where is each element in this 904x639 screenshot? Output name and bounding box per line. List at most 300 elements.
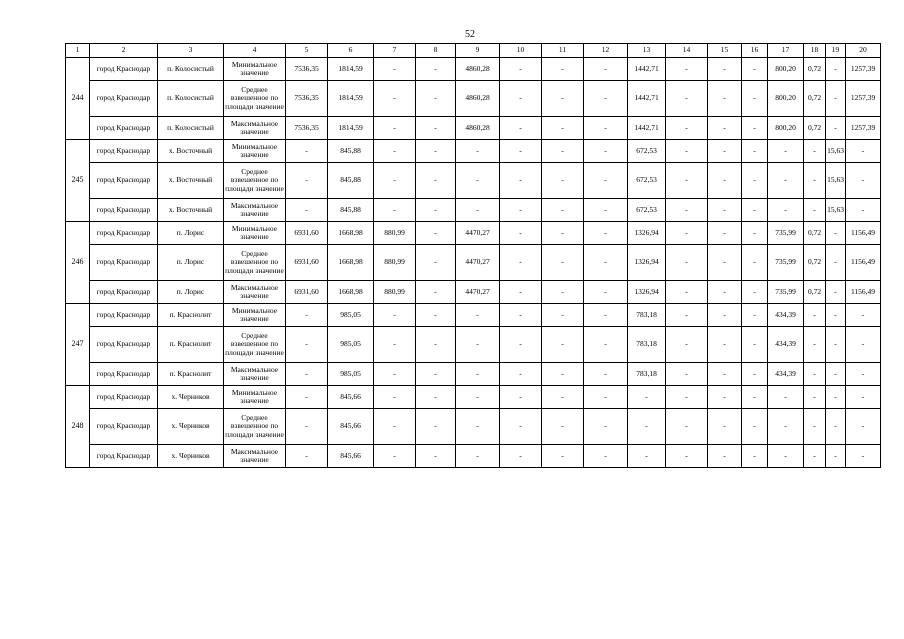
table-cell-col-6: 1814,59 [328, 81, 374, 117]
table-cell-col-11: - [542, 386, 584, 409]
table-cell-col-10: - [500, 117, 542, 140]
table-cell-col-11: - [542, 327, 584, 363]
table-cell-col-13: 672,53 [628, 140, 666, 163]
table-cell-col-8: - [416, 81, 456, 117]
table-cell-col-5: 6931,60 [286, 245, 328, 281]
table-cell-col-3: х. Восточный [158, 199, 224, 222]
table-cell-col-16: - [742, 140, 768, 163]
table-cell-col-3: х. Черников [158, 409, 224, 445]
table-cell-col-6: 1814,59 [328, 58, 374, 81]
page-number: 52 [465, 29, 475, 40]
table-cell-col-11: - [542, 245, 584, 281]
record-number-cell: 248 [66, 386, 90, 468]
table-cell-col-10: - [500, 163, 542, 199]
table-cell-col-2: город Краснодар [90, 245, 158, 281]
table-cell-col-8: - [416, 386, 456, 409]
table-cell-col-6: 985,05 [328, 304, 374, 327]
table-cell-col-16: - [742, 386, 768, 409]
table-row [66, 117, 881, 140]
table-cell-col-10: - [500, 222, 542, 245]
table-cell-col-10: - [500, 409, 542, 445]
table-cell-col-5: 7536,35 [286, 81, 328, 117]
table-cell-col-6: 985,05 [328, 363, 374, 386]
table-cell-col-20: - [846, 445, 881, 468]
table-cell-col-13: 1442,71 [628, 81, 666, 117]
table-cell-col-18: - [804, 409, 826, 445]
table-body [66, 58, 881, 468]
table-cell-col-5: 7536,35 [286, 58, 328, 81]
table-cell-col-18: 0,72 [804, 58, 826, 81]
column-header-8: 8 [416, 44, 456, 58]
table-cell-col-15: - [708, 81, 742, 117]
table-cell-col-16: - [742, 58, 768, 81]
table-cell-col-20: - [846, 409, 881, 445]
column-header-3: 3 [158, 44, 224, 58]
table-cell-col-18: 0,72 [804, 117, 826, 140]
table-cell-col-6: 845,88 [328, 199, 374, 222]
table-cell-col-16: - [742, 363, 768, 386]
column-header-19: 19 [826, 44, 846, 58]
table-cell-col-9: 4860,28 [456, 58, 500, 81]
table-cell-col-19: - [826, 386, 846, 409]
table-cell-col-10: - [500, 281, 542, 304]
table-cell-col-10: - [500, 81, 542, 117]
table-cell-col-6: 1668,98 [328, 245, 374, 281]
table-cell-col-7: - [374, 81, 416, 117]
table-cell-col-14: - [666, 58, 708, 81]
table-cell-col-9: 4470,27 [456, 245, 500, 281]
table-cell-col-19: - [826, 304, 846, 327]
table-cell-col-10: - [500, 327, 542, 363]
table-cell-col-16: - [742, 281, 768, 304]
table-cell-col-18: 0,72 [804, 245, 826, 281]
table-cell-col-4: Минимальное значение [224, 222, 286, 245]
table-cell-col-18: - [804, 304, 826, 327]
table-cell-col-20: 1257,39 [846, 117, 881, 140]
table-cell-col-5: - [286, 163, 328, 199]
table-cell-col-8: - [416, 327, 456, 363]
table-row [66, 58, 881, 81]
table-cell-col-20: 1156,49 [846, 222, 881, 245]
table-row [66, 163, 881, 199]
table-cell-col-17: - [768, 409, 804, 445]
table-cell-col-14: - [666, 245, 708, 281]
column-header-14: 14 [666, 44, 708, 58]
table-cell-col-13: - [628, 445, 666, 468]
table-cell-col-18: 0,72 [804, 222, 826, 245]
table-cell-col-3: п. Лорис [158, 222, 224, 245]
table-cell-col-20: - [846, 363, 881, 386]
table-cell-col-3: п. Краснолит [158, 304, 224, 327]
table-cell-col-14: - [666, 140, 708, 163]
table-cell-col-11: - [542, 117, 584, 140]
table-cell-col-6: 1814,59 [328, 117, 374, 140]
table-cell-col-5: - [286, 386, 328, 409]
table-cell-col-4: Минимальное значение [224, 304, 286, 327]
record-number-cell: 245 [66, 140, 90, 222]
table-cell-col-4: Среднее взвешенное по площади значение [224, 409, 286, 445]
table-cell-col-9: 4470,27 [456, 281, 500, 304]
table-cell-col-16: - [742, 222, 768, 245]
table-cell-col-14: - [666, 199, 708, 222]
table-cell-col-6: 845,88 [328, 163, 374, 199]
table-cell-col-6: 985,05 [328, 327, 374, 363]
table-cell-col-9: - [456, 386, 500, 409]
table-cell-col-15: - [708, 199, 742, 222]
table-cell-col-4: Максимальное значение [224, 199, 286, 222]
table-cell-col-12: - [584, 386, 628, 409]
column-header-18: 18 [804, 44, 826, 58]
table-cell-col-20: 1156,49 [846, 281, 881, 304]
table-cell-col-9: 4860,28 [456, 81, 500, 117]
table-cell-col-12: - [584, 58, 628, 81]
table-cell-col-16: - [742, 304, 768, 327]
table-cell-col-15: - [708, 222, 742, 245]
table-cell-col-18: - [804, 163, 826, 199]
table-row [66, 222, 881, 245]
table-cell-col-13: 1442,71 [628, 117, 666, 140]
table-cell-col-17: 434,39 [768, 363, 804, 386]
table-cell-col-19: - [826, 245, 846, 281]
table-row [66, 363, 881, 386]
table-cell-col-8: - [416, 163, 456, 199]
table-cell-col-2: город Краснодар [90, 386, 158, 409]
column-header-6: 6 [328, 44, 374, 58]
table-cell-col-20: - [846, 304, 881, 327]
table-cell-col-9: - [456, 140, 500, 163]
table-cell-col-9: 4860,28 [456, 117, 500, 140]
table-cell-col-20: - [846, 386, 881, 409]
table-cell-col-12: - [584, 304, 628, 327]
table-cell-col-5: - [286, 199, 328, 222]
table-cell-col-16: - [742, 117, 768, 140]
column-header-11: 11 [542, 44, 584, 58]
table-cell-col-13: 783,18 [628, 304, 666, 327]
table-cell-col-11: - [542, 163, 584, 199]
table-cell-col-8: - [416, 245, 456, 281]
table-cell-col-4: Максимальное значение [224, 281, 286, 304]
table-cell-col-3: х. Восточный [158, 140, 224, 163]
table-cell-col-3: п. Колосистый [158, 58, 224, 81]
column-header-4: 4 [224, 44, 286, 58]
table-row [66, 281, 881, 304]
table-cell-col-2: город Краснодар [90, 140, 158, 163]
table-cell-col-6: 845,88 [328, 140, 374, 163]
table-cell-col-14: - [666, 304, 708, 327]
table-cell-col-19: - [826, 58, 846, 81]
header-row [66, 44, 881, 58]
table-cell-col-17: 800,20 [768, 81, 804, 117]
table-cell-col-5: - [286, 327, 328, 363]
table-cell-col-5: 7536,35 [286, 117, 328, 140]
table-cell-col-14: - [666, 445, 708, 468]
table-cell-col-17: 800,20 [768, 58, 804, 81]
table-cell-col-15: - [708, 363, 742, 386]
table-cell-col-12: - [584, 409, 628, 445]
column-header-10: 10 [500, 44, 542, 58]
table-cell-col-20: 1156,49 [846, 245, 881, 281]
table-cell-col-18: - [804, 445, 826, 468]
table-cell-col-18: 0,72 [804, 81, 826, 117]
column-header-12: 12 [584, 44, 628, 58]
table-cell-col-19: - [826, 445, 846, 468]
table-cell-col-3: п. Лорис [158, 281, 224, 304]
table-cell-col-19: 15,63 [826, 140, 846, 163]
table-cell-col-12: - [584, 140, 628, 163]
table-cell-col-7: - [374, 409, 416, 445]
table-row [66, 386, 881, 409]
table-cell-col-12: - [584, 363, 628, 386]
table-cell-col-20: - [846, 140, 881, 163]
table-cell-col-3: х. Черников [158, 445, 224, 468]
table-cell-col-8: - [416, 117, 456, 140]
column-header-13: 13 [628, 44, 666, 58]
table-cell-col-14: - [666, 386, 708, 409]
table-row [66, 140, 881, 163]
column-header-20: 20 [846, 44, 881, 58]
table-cell-col-4: Минимальное значение [224, 386, 286, 409]
table-cell-col-11: - [542, 58, 584, 81]
table-cell-col-5: - [286, 304, 328, 327]
table-cell-col-18: - [804, 199, 826, 222]
table-cell-col-2: город Краснодар [90, 327, 158, 363]
table-cell-col-5: 6931,60 [286, 281, 328, 304]
table-cell-col-12: - [584, 199, 628, 222]
table-cell-col-3: п. Краснолит [158, 363, 224, 386]
table-cell-col-18: - [804, 363, 826, 386]
table-cell-col-16: - [742, 81, 768, 117]
table-cell-col-19: 15,63 [826, 199, 846, 222]
table-cell-col-8: - [416, 363, 456, 386]
table-cell-col-2: город Краснодар [90, 363, 158, 386]
table-cell-col-12: - [584, 281, 628, 304]
table-cell-col-6: 845,66 [328, 409, 374, 445]
table-cell-col-4: Минимальное значение [224, 140, 286, 163]
table-cell-col-20: - [846, 327, 881, 363]
table-cell-col-9: - [456, 327, 500, 363]
table-cell-col-13: - [628, 386, 666, 409]
table-cell-col-14: - [666, 409, 708, 445]
table-cell-col-7: - [374, 386, 416, 409]
table-cell-col-7: - [374, 199, 416, 222]
table-cell-col-8: - [416, 304, 456, 327]
table-cell-col-7: - [374, 363, 416, 386]
column-header-17: 17 [768, 44, 804, 58]
column-header-15: 15 [708, 44, 742, 58]
table-cell-col-18: - [804, 140, 826, 163]
table-cell-col-8: - [416, 281, 456, 304]
table-cell-col-17: - [768, 386, 804, 409]
table-cell-col-6: 845,66 [328, 386, 374, 409]
table-cell-col-2: город Краснодар [90, 304, 158, 327]
table-cell-col-15: - [708, 163, 742, 199]
table-cell-col-11: - [542, 222, 584, 245]
table-cell-col-11: - [542, 304, 584, 327]
table-cell-col-2: город Краснодар [90, 199, 158, 222]
table-cell-col-14: - [666, 163, 708, 199]
table-cell-col-15: - [708, 245, 742, 281]
table-cell-col-19: - [826, 222, 846, 245]
table-cell-col-12: - [584, 445, 628, 468]
table-cell-col-17: 735,99 [768, 245, 804, 281]
column-header-5: 5 [286, 44, 328, 58]
table-cell-col-15: - [708, 281, 742, 304]
table-cell-col-14: - [666, 222, 708, 245]
table-cell-col-3: п. Краснолит [158, 327, 224, 363]
table-cell-col-7: 880,99 [374, 281, 416, 304]
table-cell-col-4: Максимальное значение [224, 363, 286, 386]
table-cell-col-2: город Краснодар [90, 281, 158, 304]
table-cell-col-7: - [374, 117, 416, 140]
table-cell-col-17: 434,39 [768, 304, 804, 327]
table-cell-col-10: - [500, 386, 542, 409]
table-cell-col-13: 1326,94 [628, 222, 666, 245]
table-cell-col-16: - [742, 409, 768, 445]
table-cell-col-10: - [500, 140, 542, 163]
table-cell-col-9: - [456, 445, 500, 468]
column-header-1: 1 [66, 44, 90, 58]
table-cell-col-13: 783,18 [628, 363, 666, 386]
table-cell-col-4: Среднее взвешенное по площади значение [224, 327, 286, 363]
table-row [66, 409, 881, 445]
table-cell-col-17: - [768, 163, 804, 199]
table-cell-col-11: - [542, 281, 584, 304]
table-cell-col-17: 434,39 [768, 327, 804, 363]
table-cell-col-19: - [826, 409, 846, 445]
record-number-cell: 246 [66, 222, 90, 304]
table-cell-col-8: - [416, 58, 456, 81]
table-cell-col-12: - [584, 327, 628, 363]
table-cell-col-17: - [768, 140, 804, 163]
table-cell-col-20: - [846, 163, 881, 199]
table-cell-col-2: город Краснодар [90, 222, 158, 245]
table-cell-col-19: - [826, 81, 846, 117]
table-cell-col-9: - [456, 304, 500, 327]
table-cell-col-8: - [416, 199, 456, 222]
table-cell-col-10: - [500, 363, 542, 386]
table-cell-col-14: - [666, 363, 708, 386]
table-cell-col-12: - [584, 81, 628, 117]
table-cell-col-13: 1326,94 [628, 281, 666, 304]
table-cell-col-8: - [416, 445, 456, 468]
table-cell-col-17: 735,99 [768, 222, 804, 245]
table-cell-col-10: - [500, 58, 542, 81]
table-cell-col-19: - [826, 117, 846, 140]
table-cell-col-18: - [804, 386, 826, 409]
table-cell-col-19: - [826, 281, 846, 304]
table-cell-col-5: 6931,60 [286, 222, 328, 245]
table-cell-col-4: Минимальное значение [224, 58, 286, 81]
table-cell-col-9: - [456, 199, 500, 222]
table-cell-col-15: - [708, 140, 742, 163]
table-cell-col-14: - [666, 327, 708, 363]
table-cell-col-3: п. Колосистый [158, 117, 224, 140]
table-cell-col-11: - [542, 409, 584, 445]
table-cell-col-4: Среднее взвешенное по площади значение [224, 163, 286, 199]
table-cell-col-12: - [584, 163, 628, 199]
table-cell-col-16: - [742, 199, 768, 222]
table-cell-col-15: - [708, 58, 742, 81]
table-row [66, 327, 881, 363]
table-cell-col-5: - [286, 409, 328, 445]
table-cell-col-4: Максимальное значение [224, 117, 286, 140]
column-header-16: 16 [742, 44, 768, 58]
table-cell-col-10: - [500, 304, 542, 327]
table-cell-col-8: - [416, 409, 456, 445]
table-cell-col-7: - [374, 445, 416, 468]
table-cell-col-13: 783,18 [628, 327, 666, 363]
table-cell-col-2: город Краснодар [90, 117, 158, 140]
table-cell-col-7: - [374, 163, 416, 199]
table-cell-col-3: х. Черников [158, 386, 224, 409]
table-cell-col-16: - [742, 445, 768, 468]
table-cell-col-18: 0,72 [804, 281, 826, 304]
table-row [66, 81, 881, 117]
table-cell-col-17: 735,99 [768, 281, 804, 304]
table-cell-col-15: - [708, 117, 742, 140]
table-cell-col-9: - [456, 363, 500, 386]
table-cell-col-16: - [742, 163, 768, 199]
table-cell-col-15: - [708, 386, 742, 409]
table-cell-col-11: - [542, 140, 584, 163]
table-cell-col-2: город Краснодар [90, 445, 158, 468]
table-cell-col-7: 880,99 [374, 222, 416, 245]
table-row [66, 199, 881, 222]
table-header [66, 44, 881, 58]
column-header-7: 7 [374, 44, 416, 58]
table-cell-col-4: Максимальное значение [224, 445, 286, 468]
table-cell-col-20: 1257,39 [846, 81, 881, 117]
table-cell-col-4: Среднее взвешенное по площади значение [224, 81, 286, 117]
table-cell-col-20: 1257,39 [846, 58, 881, 81]
table-cell-col-16: - [742, 327, 768, 363]
table-cell-col-7: - [374, 304, 416, 327]
table-cell-col-13: 1326,94 [628, 245, 666, 281]
table-cell-col-2: город Краснодар [90, 58, 158, 81]
table-cell-col-9: - [456, 409, 500, 445]
table-cell-col-2: город Краснодар [90, 81, 158, 117]
table-cell-col-13: 672,53 [628, 199, 666, 222]
record-number-cell: 244 [66, 58, 90, 140]
table-cell-col-14: - [666, 117, 708, 140]
table-cell-col-7: 880,99 [374, 245, 416, 281]
table-cell-col-5: - [286, 140, 328, 163]
table-cell-col-15: - [708, 327, 742, 363]
table-cell-col-3: п. Лорис [158, 245, 224, 281]
table-cell-col-13: - [628, 409, 666, 445]
table-cell-col-14: - [666, 81, 708, 117]
table-cell-col-10: - [500, 245, 542, 281]
table-cell-col-4: Среднее взвешенное по площади значение [224, 245, 286, 281]
table-cell-col-3: п. Колосистый [158, 81, 224, 117]
record-number-cell: 247 [66, 304, 90, 386]
table-cell-col-5: - [286, 363, 328, 386]
table-row [66, 304, 881, 327]
table-cell-col-9: - [456, 163, 500, 199]
table-cell-col-13: 1442,71 [628, 58, 666, 81]
table-cell-col-7: - [374, 58, 416, 81]
table-cell-col-15: - [708, 409, 742, 445]
table-cell-col-8: - [416, 140, 456, 163]
table-cell-col-14: - [666, 281, 708, 304]
table-cell-col-11: - [542, 445, 584, 468]
table-cell-col-5: - [286, 445, 328, 468]
table-cell-col-6: 1668,98 [328, 222, 374, 245]
table-cell-col-3: х. Восточный [158, 163, 224, 199]
table-cell-col-7: - [374, 327, 416, 363]
table-cell-col-10: - [500, 445, 542, 468]
table-cell-col-9: 4470,27 [456, 222, 500, 245]
